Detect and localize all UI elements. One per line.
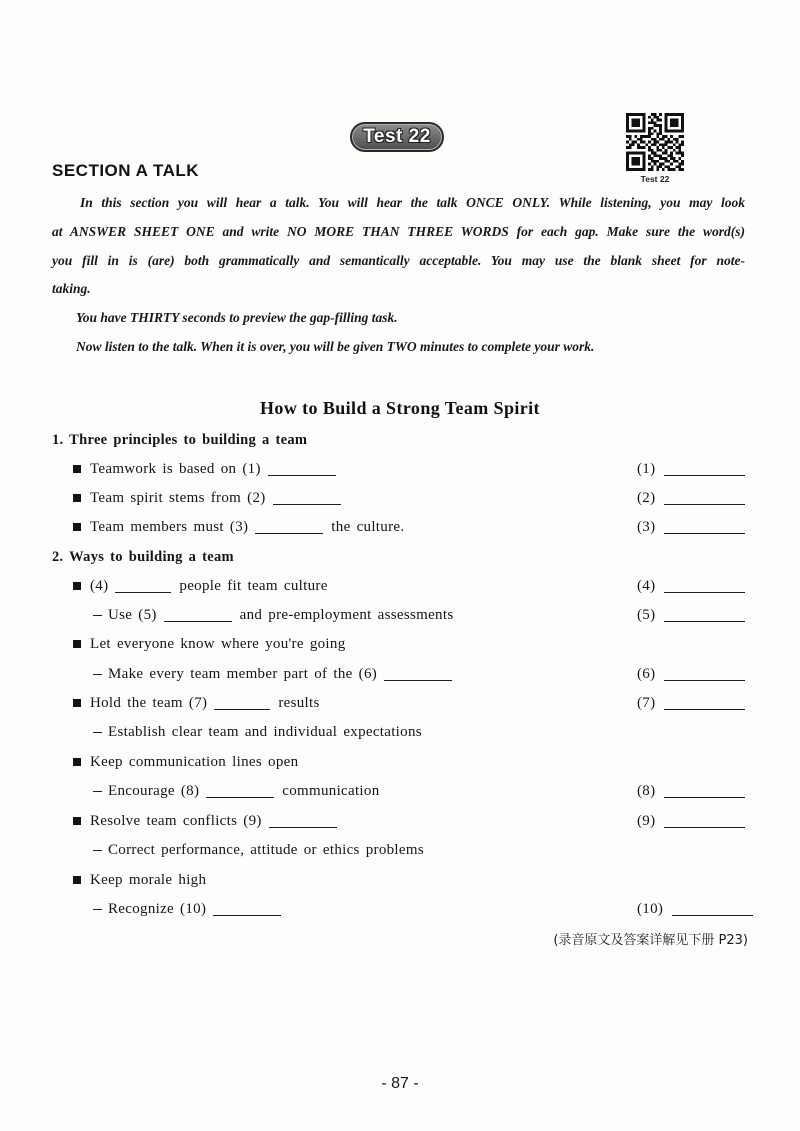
item-text: Establish clear team and individual expectations	[108, 724, 422, 740]
gap-blank	[115, 592, 171, 593]
bullet-square-icon	[73, 582, 81, 590]
answer-label: (8)	[637, 783, 656, 799]
answer-blank	[664, 709, 745, 710]
test-badge	[350, 122, 444, 152]
item-text: Teamwork is based on (1)	[90, 461, 261, 477]
answer-blank	[664, 533, 745, 534]
bullet-square-icon	[73, 523, 81, 531]
outline-title: How to Build a Strong Team Spirit	[260, 398, 540, 418]
instruction-line: at ANSWER SHEET ONE and write NO MORE THAN THREE WORDS for each gap. Make sure the word(s)	[52, 224, 745, 239]
item-text: Let everyone know where you're going	[90, 636, 346, 652]
instruction-line: In this section you will hear a talk. You will hear the talk ONCE ONLY. While listening, you may look	[80, 195, 745, 210]
preview-note: You have THIRTY seconds to preview the gap-filling task.	[76, 310, 398, 325]
outline-subitem	[93, 605, 453, 625]
instruction-line: you fill in is (are) both grammatically and semantically acceptable. You may use the blank sheet for note-	[52, 253, 745, 268]
answer-label: (4)	[637, 578, 656, 594]
heading-text: 1. Three principles to building a team	[52, 432, 308, 448]
section-heading: SECTION A TALK	[52, 161, 200, 180]
reference-note: (录音原文及答案详解见下册 P23)	[553, 933, 748, 948]
answer-label: (5)	[637, 607, 656, 623]
qr-code	[626, 113, 684, 171]
item-text: (4)	[90, 578, 109, 594]
outline-item	[73, 459, 344, 479]
item-text: Make every team member part of the (6)	[108, 666, 378, 682]
answer-label: (6)	[637, 666, 656, 682]
bullet-square-icon	[73, 465, 81, 473]
answer-blank	[664, 680, 745, 681]
item-text: Team members must (3)	[90, 519, 249, 535]
gap-blank	[206, 797, 274, 798]
dash-marker	[93, 674, 102, 675]
instruction-line: taking.	[52, 281, 91, 296]
answer-slot	[637, 899, 753, 919]
answer-blank	[664, 621, 745, 622]
item-text: Team spirit stems from (2)	[90, 490, 266, 506]
answer-blank	[664, 475, 745, 476]
item-text-after: and pre-employment assessments	[239, 607, 454, 623]
answer-blank	[664, 504, 745, 505]
bullet-square-icon	[73, 640, 81, 648]
answer-label: (9)	[637, 813, 656, 829]
item-text-after: results	[278, 695, 320, 711]
page-number: - 87 -	[381, 1075, 419, 1092]
answer-slot	[637, 605, 745, 625]
answer-blank	[664, 827, 745, 828]
answer-slot	[637, 488, 745, 508]
answer-slot	[637, 459, 745, 479]
bullet-square-icon	[73, 494, 81, 502]
gap-blank	[273, 504, 341, 505]
item-text: Encourage (8)	[108, 783, 200, 799]
outline-subitem	[93, 840, 424, 860]
outline-item	[73, 488, 349, 508]
dash-marker	[93, 732, 102, 733]
outline-item	[73, 870, 206, 890]
gap-blank	[214, 709, 270, 710]
gap-blank	[268, 475, 336, 476]
gap-blank	[269, 827, 337, 828]
answer-label: (3)	[637, 519, 656, 535]
outline-subitem	[93, 722, 422, 742]
dash-marker	[93, 909, 102, 910]
gap-blank	[255, 533, 323, 534]
answer-label: (1)	[637, 461, 656, 477]
outline-subitem	[93, 664, 460, 684]
bullet-square-icon	[73, 758, 81, 766]
item-text: Hold the team (7)	[90, 695, 208, 711]
answer-slot	[637, 517, 745, 537]
dash-marker	[93, 791, 102, 792]
item-text: Resolve team conflicts (9)	[90, 813, 262, 829]
item-text: Recognize (10)	[108, 901, 207, 917]
outline-subitem	[93, 781, 380, 801]
gap-blank	[213, 915, 281, 916]
item-text-after: the culture.	[331, 519, 405, 535]
bullet-square-icon	[73, 876, 81, 884]
item-text: Correct performance, attitude or ethics problems	[108, 842, 424, 858]
answer-blank	[664, 592, 745, 593]
outline-item	[73, 634, 346, 654]
bullet-square-icon	[73, 817, 81, 825]
answer-slot	[637, 576, 745, 596]
item-text: Keep morale high	[90, 872, 207, 888]
answer-slot	[637, 693, 745, 713]
gap-blank	[384, 680, 452, 681]
outline-item	[73, 811, 345, 831]
dash-marker	[93, 615, 102, 616]
answer-label: (2)	[637, 490, 656, 506]
gap-blank	[164, 621, 232, 622]
answer-label: (10)	[637, 901, 664, 917]
outline-subitem	[93, 899, 289, 919]
outline-item	[73, 576, 328, 596]
item-text-after: people fit team culture	[179, 578, 328, 594]
item-text-after: communication	[282, 783, 380, 799]
qr-code-label: Test 22	[640, 174, 670, 184]
dash-marker	[93, 850, 102, 851]
qr-code-icon	[626, 113, 684, 171]
bullet-square-icon	[73, 699, 81, 707]
answer-slot	[637, 811, 745, 831]
heading-text: 2. Ways to building a team	[52, 549, 234, 565]
answer-blank	[664, 797, 745, 798]
outline-item	[73, 517, 404, 537]
outline-heading-1	[52, 430, 307, 450]
answer-slot	[637, 664, 745, 684]
answer-blank	[672, 915, 753, 916]
item-text: Keep communication lines open	[90, 754, 299, 770]
outline-item	[73, 693, 320, 713]
listen-note: Now listen to the talk. When it is over, you will be given TWO minutes to complete your work.	[76, 339, 595, 354]
outline-heading-2	[52, 547, 234, 567]
answer-slot	[637, 781, 745, 801]
outline-item	[73, 752, 298, 772]
answer-label: (7)	[637, 695, 656, 711]
test-badge-label: Test 22	[363, 126, 431, 147]
item-text: Use (5)	[108, 607, 157, 623]
